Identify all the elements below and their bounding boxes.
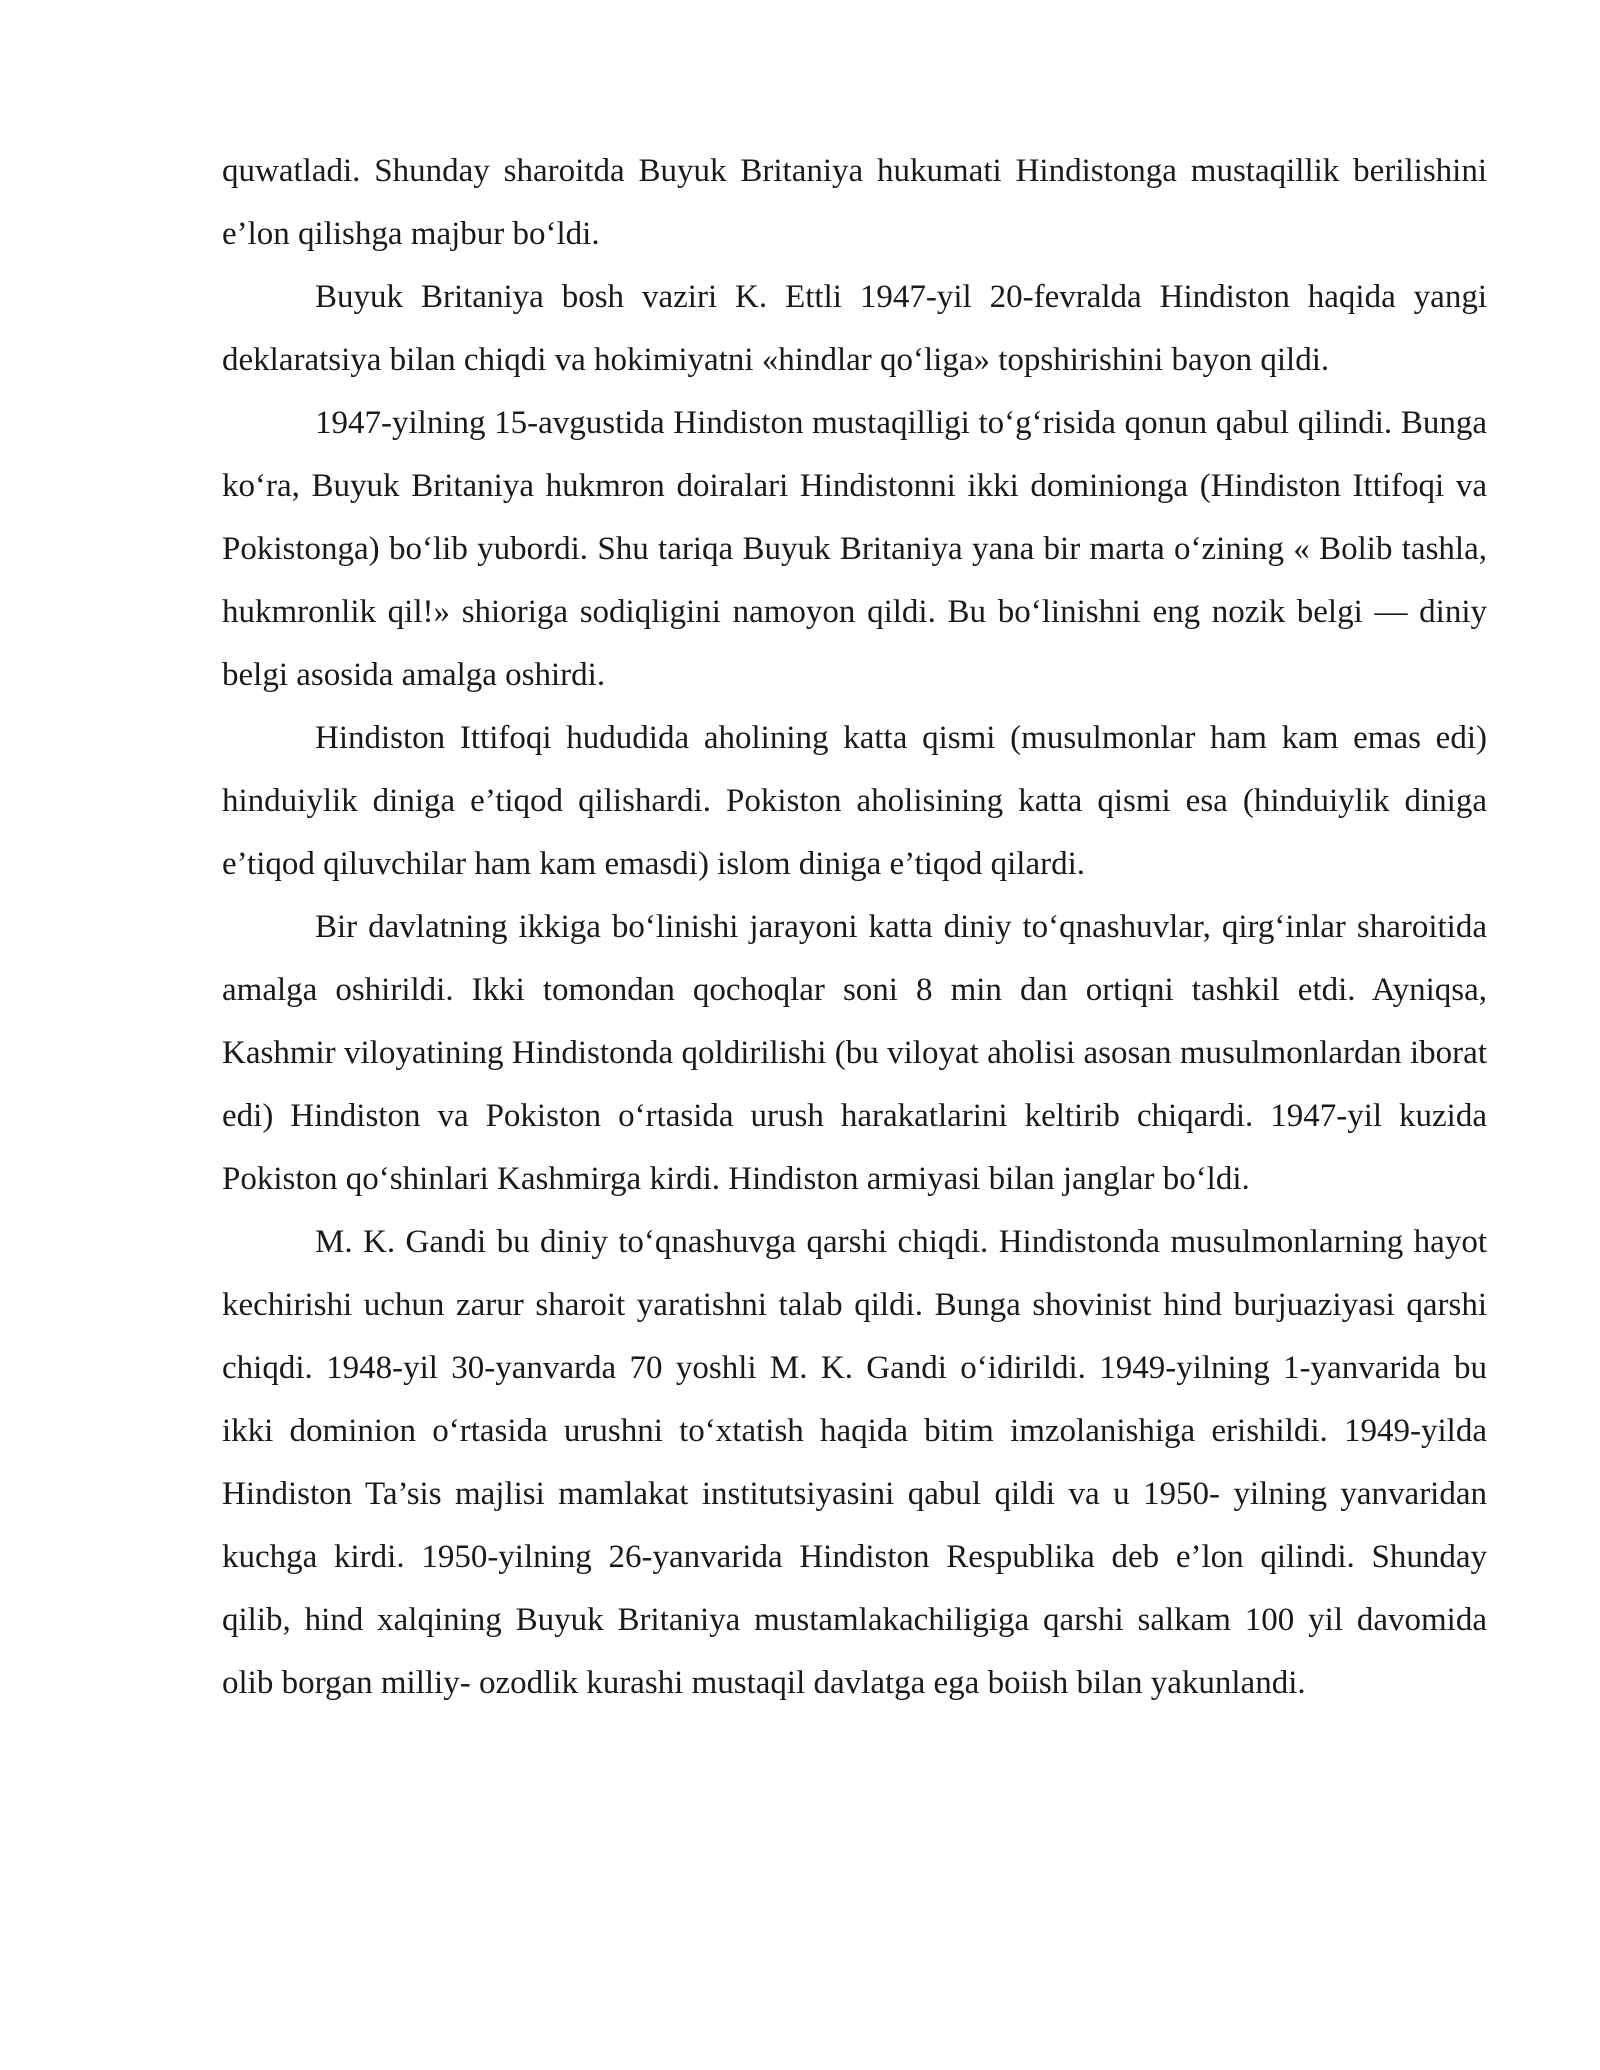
paragraph-5: Bir davlatning ikkiga bo‘linishi jarayoni katta diniy to‘qnashuvlar, qirg‘inlar sharoitida amalga oshirildi. Ikki tomondan qochoqlar soni 8 min dan ortiqni tashkil etdi. Ayniqsa, Kashmir viloyatining Hindistonda qoldirilishi (bu viloyat aholisi asosan musulmonlardan iborat edi) Hindiston va Pokiston o‘rtasida urush harakatlarini keltirib chiqardi. 1947-yil kuzida Pokiston qo‘shinlari Kashmirga kirdi. Hindiston armiyasi bilan janglar bo‘ldi. — [222, 909, 1487, 1197]
paragraph-6: M. K. Gandi bu diniy to‘qnashuvga qarshi chiqdi. Hindistonda musulmonlarning hayot kechirishi uchun zarur sharoit yaratishni talab qildi. Bunga shovinist hind burjuaziyasi qarshi chiqdi. 1948-yil 30-yanvarda 70 yoshli M. K. Gandi o‘idirildi. 1949-yilning 1-yanvarida bu ikki dominion o‘rtasida urushni to‘xtatish haqida bitim imzolanishiga erishildi. 1949-yilda Hindiston Ta’sis majlisi mamlakat institutsiyasini qabul qildi va u 1950- yilning yanvaridan kuchga kirdi. 1950-yilning 26-yanvarida Hindiston Respublika deb e’lon qilindi. Shunday qilib, hind xalqining Buyuk Britaniya mustamlakachiligiga qarshi salkam 100 yil davomida olib borgan milliy- ozodlik kurashi mustaqil davlatga ega boiish bilan yakunlandi. — [222, 1224, 1487, 1701]
paragraph-3: 1947-yilning 15-avgustida Hindiston mustaqilligi to‘g‘risida qonun qabul qilindi. Bunga ko‘ra, Buyuk Britaniya hukmron doiralari Hindistonni ikki dominionga (Hindiston Ittifoqi va Pokistonga) bo‘lib yubordi. Shu tariqa Buyuk Britaniya yana bir marta o‘zining « Bolib tashla, hukmronlik qil!» shioriga sodiqligini namoyon qildi. Bu bo‘linishni eng nozik belgi — diniy belgi asosida amalga oshirdi. — [222, 405, 1487, 693]
document-page — [222, 140, 1487, 1715]
paragraph-1: quwatladi. Shunday sharoitda Buyuk Britaniya hukumati Hindistonga mustaqillik berilishini e’lon qilishga majbur bo‘ldi. — [222, 153, 1487, 252]
paragraph-4: Hindiston Ittifoqi hududida aholining katta qismi (musulmonlar ham kam emas edi) hinduiylik diniga e’tiqod qilishardi. Pokiston aholisining katta qismi esa (hinduiylik diniga e’tiqod qiluvchilar ham kam emasdi) islom diniga e’tiqod qilardi. — [222, 720, 1487, 882]
paragraph-2: Buyuk Britaniya bosh vaziri K. Ettli 1947-yil 20-fevralda Hindiston haqida yangi deklaratsiya bilan chiqdi va hokimiyatni «hindlar qo‘liga» topshirishini bayon qildi. — [222, 279, 1487, 378]
